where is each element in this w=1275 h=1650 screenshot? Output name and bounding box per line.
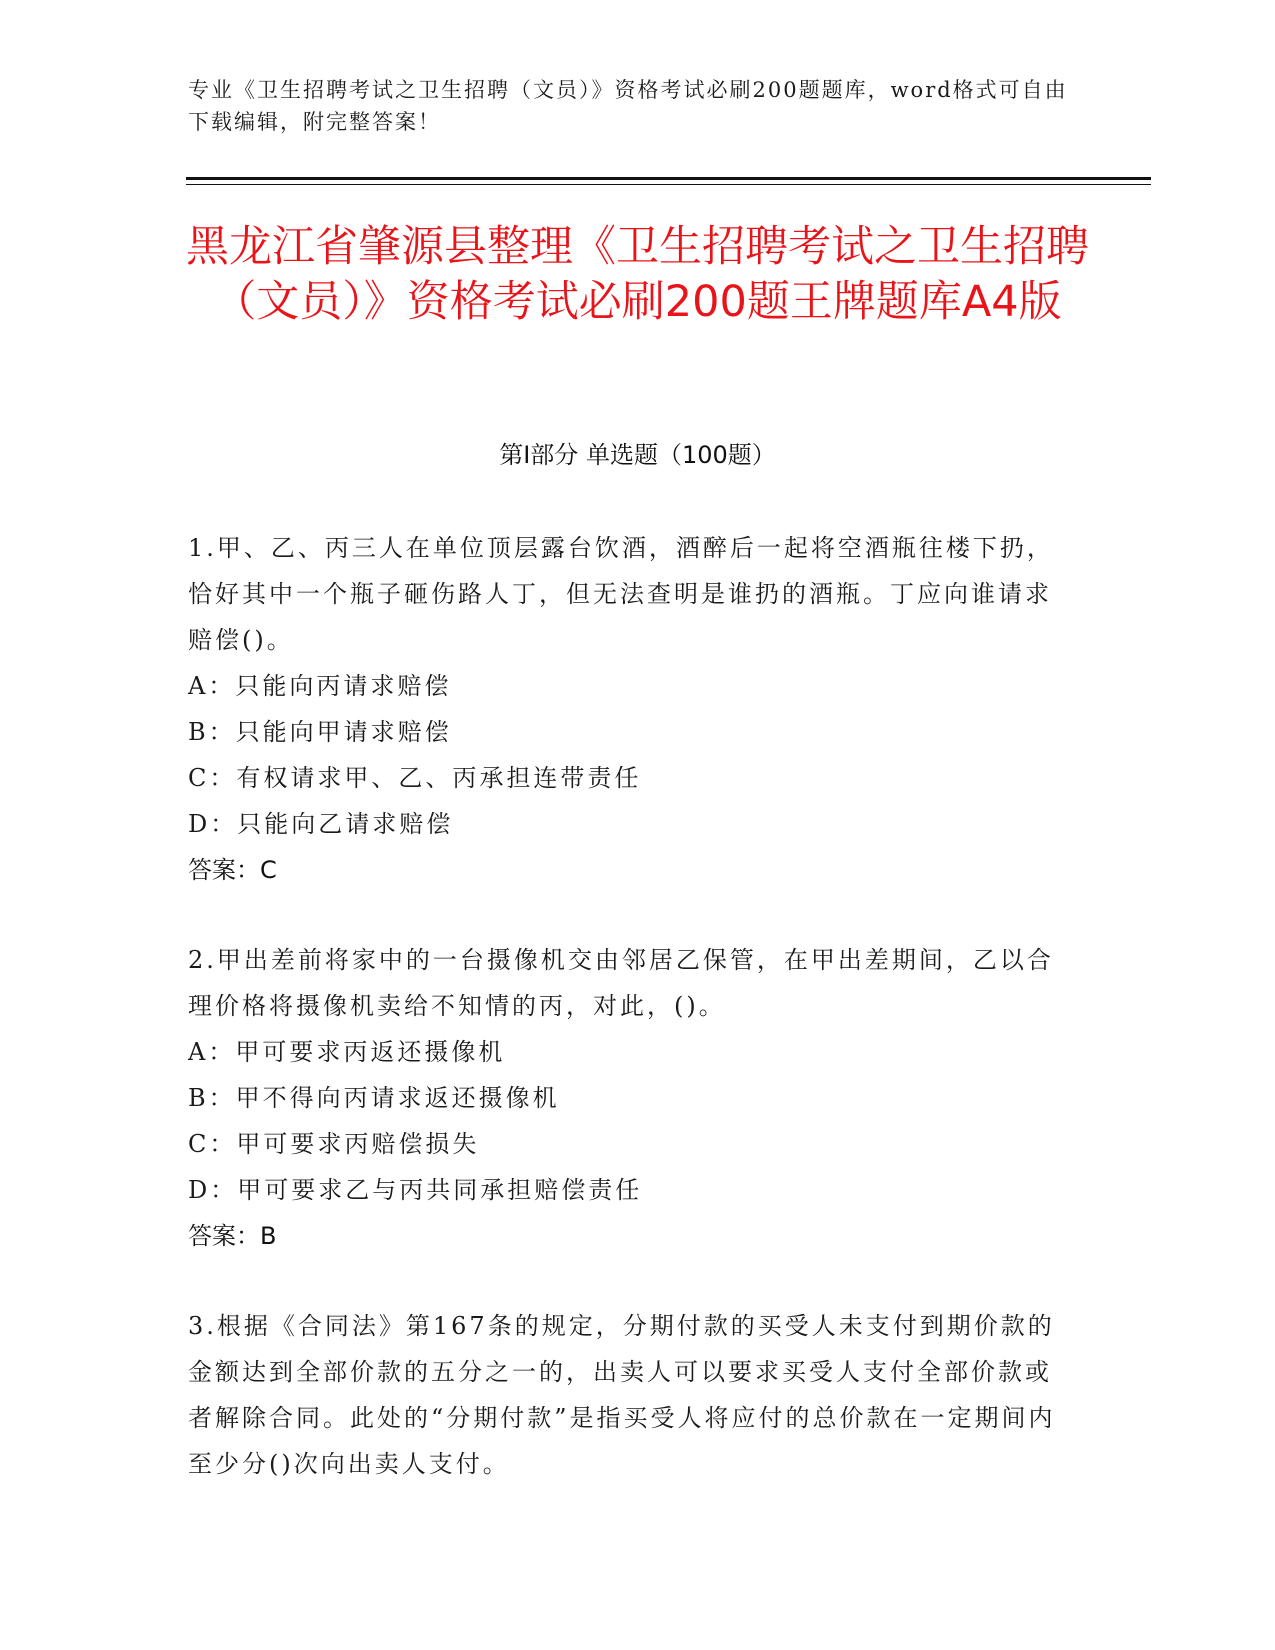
answer-line: 答案：B [188,1222,277,1250]
question-stem: 3.根据《合同法》第167条的规定，分期付款的买受人未支付到期价款的金额达到全部价款的五分之一的，出卖人可以要求买受人支付全部价款或者解除合同。此处的“分期付款”是指买受人将应付的总价款在一定期间内至少分()次向出卖人支付。 [188,1312,1056,1478]
section-heading: 第Ⅰ部分 单选题（100题） [499,441,776,469]
header-rule-thick [186,177,1151,180]
header-note: 专业《卫生招聘考试之卫生招聘（文员）》资格考试必刷200题题库，word格式可自由下载编辑，附完整答案！ [188,78,1068,134]
question-stem: 2.甲出差前将家中的一台摄像机交由邻居乙保管，在甲出差期间，乙以合理价格将摄像机卖给不知情的丙，对此，()。 [188,946,1054,1020]
option-a: A：甲可要求丙返还摄像机 [188,1038,506,1066]
document-title: 黑龙江省肇源县整理《卫生招聘考试之卫生招聘（文员）》资格考试必刷200题王牌题库A4版 [186,222,1089,327]
question-list [188,525,1068,1531]
option-b: B：只能向甲请求赔偿 [188,718,452,746]
option-b: B：甲不得向丙请求返还摄像机 [188,1084,560,1112]
question-2 [188,937,1068,1259]
header-rule-thin [186,184,1151,185]
option-c: C：有权请求甲、乙、丙承担连带责任 [188,764,642,792]
option-d: D：只能向乙请求赔偿 [188,810,454,838]
option-a: A：只能向丙请求赔偿 [188,672,452,700]
option-c: C：甲可要求丙赔偿损失 [188,1130,480,1158]
question-3 [188,1303,1068,1487]
option-d: D：甲可要求乙与丙共同承担赔偿责任 [188,1176,643,1204]
question-stem: 1.甲、乙、丙三人在单位顶层露台饮酒，酒醉后一起将空酒瓶往楼下扔，恰好其中一个瓶子砸伤路人丁，但无法查明是谁扔的酒瓶。丁应向谁请求赔偿()。 [188,534,1054,654]
question-1 [188,525,1068,893]
answer-line: 答案：C [188,856,277,884]
